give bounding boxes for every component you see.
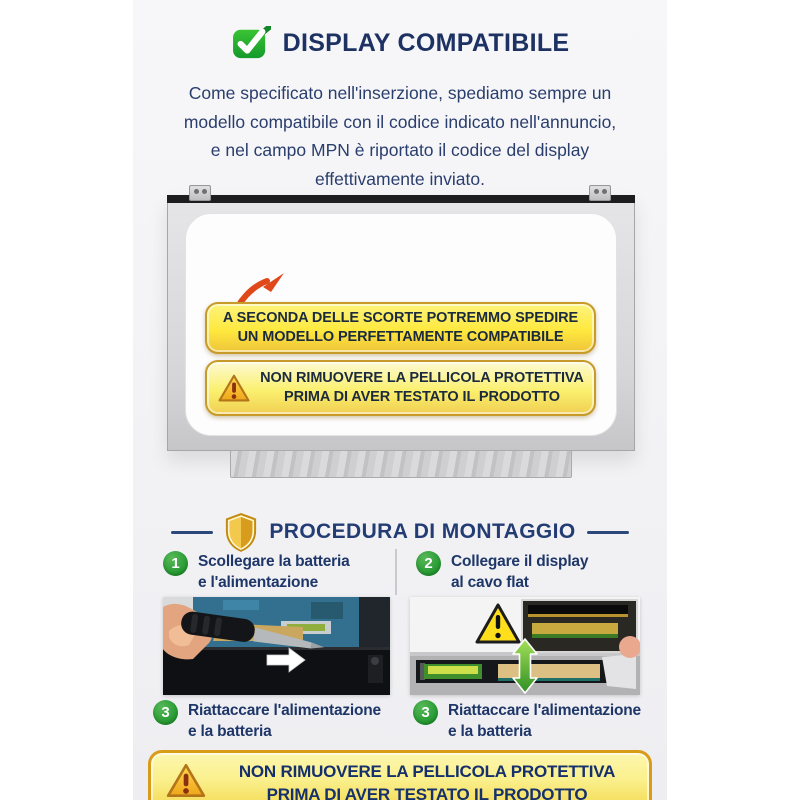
procedure-header xyxy=(133,512,667,552)
film-warning-line: NON RIMUOVERE LA PELLICOLA PROTETTIVA xyxy=(260,370,584,386)
intro-text-line: Come specificato nell'inserzione, spediamo sempre un xyxy=(188,83,612,103)
warning-triangle-icon xyxy=(217,373,251,404)
protective-film-banner xyxy=(148,750,652,800)
step-item-3-left xyxy=(153,700,381,742)
shield-icon xyxy=(224,512,258,552)
banner-text-line: NON RIMUOVERE LA PELLICOLA PROTETTIVA xyxy=(238,762,616,781)
step-text-line: al cavo flat xyxy=(451,574,529,591)
step-item-3-right xyxy=(413,700,641,742)
step-text-line: Riattaccare l'alimentazione xyxy=(448,702,641,719)
step-number-badge: 1 xyxy=(163,551,188,576)
content-column xyxy=(133,0,667,800)
connector-inset-photo xyxy=(522,600,640,658)
step-text-line: Riattaccare l'alimentazione xyxy=(188,702,381,719)
film-warning-line: PRIMA DI AVER TESTATO IL PRODOTTO xyxy=(284,389,560,405)
step-text-line: Collegare il display xyxy=(451,553,589,570)
step-number-badge: 3 xyxy=(413,700,438,725)
step-text-line: e la batteria xyxy=(188,723,272,740)
step-text-line: Scollegare la batteria xyxy=(198,553,350,570)
panel-top-edge xyxy=(167,195,635,203)
divider-line xyxy=(587,531,629,534)
header xyxy=(133,26,667,60)
intro-text-line: modello compatibile con il codice indicato nell'annuncio, xyxy=(183,111,617,132)
step-number-badge: 2 xyxy=(416,551,441,576)
step-text-line: e l'alimentazione xyxy=(198,574,319,591)
panel-foil-strip xyxy=(230,450,572,478)
intro-text-line: effettivamente inviato. xyxy=(315,168,485,189)
banner-text-line: PRIMA DI AVER TESTATO IL PRODOTTO xyxy=(266,785,588,800)
stock-warning-label xyxy=(205,302,596,354)
procedure-title: PROCEDURA DI MONTAGGIO xyxy=(269,520,576,543)
step-item-2 xyxy=(416,551,588,593)
intro-paragraph xyxy=(133,79,667,193)
check-icon xyxy=(231,26,271,60)
mounting-bracket-right xyxy=(589,185,611,201)
intro-text-line: e nel campo MPN è riportato il codice del display xyxy=(210,140,590,160)
step2-photo xyxy=(410,597,640,695)
step-item-1 xyxy=(163,551,350,593)
warning-triangle-icon xyxy=(165,762,207,800)
step1-photo xyxy=(163,597,390,695)
step-text-line: e la batteria xyxy=(448,723,532,740)
column-divider xyxy=(395,549,397,595)
stock-warning-line: A SECONDA DELLE SCORTE POTREMMO SPEDIRE xyxy=(222,310,579,326)
stock-warning-line: UN MODELLO PERFETTAMENTE COMPATIBILE xyxy=(237,329,564,345)
film-warning-label xyxy=(205,360,596,416)
divider-line xyxy=(171,531,213,534)
page-title: DISPLAY COMPATIBILE xyxy=(282,28,570,57)
step-number-badge: 3 xyxy=(153,700,178,725)
mounting-bracket-left xyxy=(189,185,211,201)
